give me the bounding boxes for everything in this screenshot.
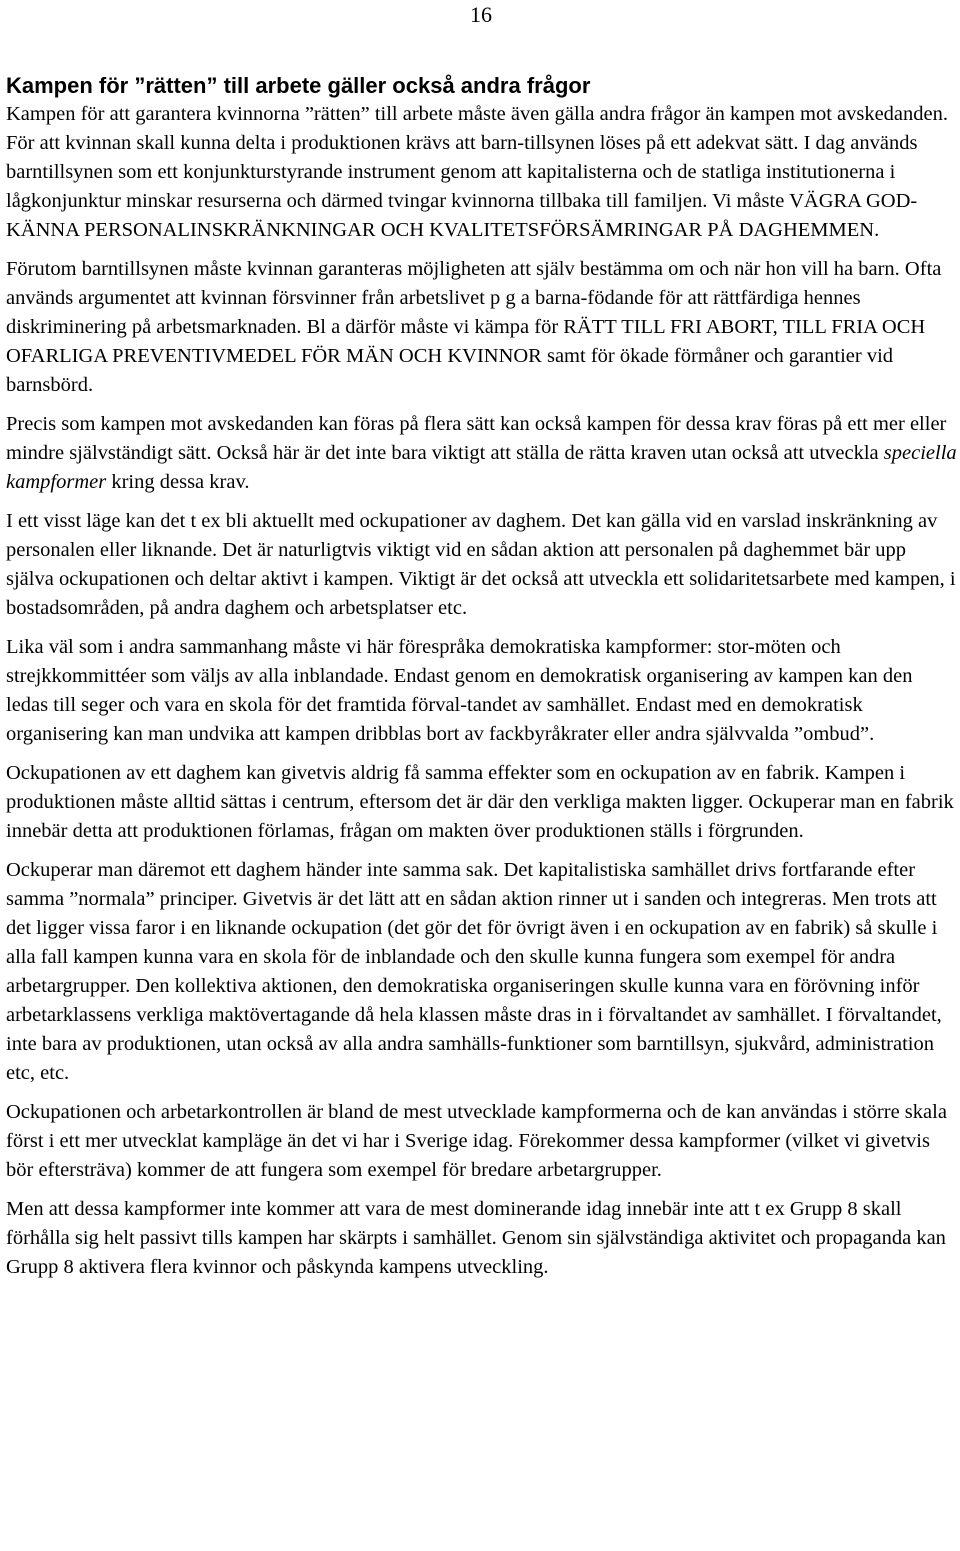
paragraph-5: Lika väl som i andra sammanhang måste vi här förespråka demokratiska kampformer: stor-möten och strejkkommittéer som väljs av alla inblandade. Endast genom en demokratisk organisering av kampen kan den ledas till seger och vara en skola för det framtida förval-tandet av samhället. Endast med en demokratisk organisering kan man undvika att kampen dribblas bort av fackbyråkrater eller andra självvalda ”ombud”.: [6, 636, 913, 745]
paragraph-3-text-after: kring dessa krav.: [106, 471, 250, 493]
page-number: 16: [470, 2, 492, 27]
paragraph-6: Ockupationen av ett daghem kan givetvis aldrig få samma effekter som en ockupation av en fabrik. Kampen i produktionen måste alltid sättas i centrum, eftersom det är där den verkliga makten ligger. Ockuperar man en fabrik innebär detta att produktionen förlamas, frågan om makten över produktionen ställs i förgrunden.: [6, 762, 954, 842]
paragraph-4: I ett visst läge kan det t ex bli aktuellt med ockupationer av daghem. Det kan gälla vid en varslad inskränkning av personalen eller liknande. Det är naturligtvis viktigt vid en sådan aktion att personalen på daghemmet bär upp själva ockupationen och deltar aktivt i kampen. Viktigt är det också att utveckla ett solidaritetsarbete med kampen, i bostadsområden, på andra daghem och arbetsplatser etc.: [6, 510, 956, 619]
paragraph-2: Förutom barntillsynen måste kvinnan garanteras möjligheten att själv bestämma om och när hon vill ha barn. Ofta används argumentet att kvinnan försvinner från arbetslivet p g a barna-födande för att rättfärdiga hennes diskriminering på arbetsmarknaden. Bl a därför måste vi kämpa för RÄTT TILL FRI ABORT, TILL FRIA OCH OFARLIGA PREVENTIVMEDEL FÖR MÄN OCH KVINNOR samt för ökade förmåner och garantier vid barnsbörd.: [6, 258, 942, 396]
section-heading: Kampen för ”rätten” till arbete gäller också andra frågor: [6, 73, 591, 98]
paragraph-3: [6, 410, 958, 497]
paragraph-3-text-before: Precis som kampen mot avskedanden kan föras på flera sätt kan också kampen för dessa krav föras på ett mer eller mindre självständigt sätt. Också här är det inte bara viktigt att ställa de rätta kraven utan också att utveckla: [6, 413, 947, 464]
paragraph-8: Ockupationen och arbetarkontrollen är bland de mest utvecklade kampformerna och de kan användas i större skala först i ett mer utvecklat kampläge än det vi har i Sverige idag. Förekommer dessa kampformer (vilket vi givetvis bör eftersträva) kommer de att fungera som exempel för bredare arbetargrupper.: [6, 1101, 947, 1181]
paragraph-7: Ockuperar man däremot ett daghem händer inte samma sak. Det kapitalistiska samhället drivs fortfarande efter samma ”normala” principer. Givetvis är det lätt att en sådan aktion rinner ut i sanden och integreras. Men trots att det ligger vissa faror i en liknande ockupation (det gör det för övrigt även i en ockupation av en fabrik) så skulle i alla fall kampen kunna vara en skola för de inblandade och den skulle kunna fungera som exempel för andra arbetargrupper. Den kollektiva aktionen, den demokratiska organiseringen skulle kunna vara en förövning inför arbetarklassens verkliga maktövertagande då hela klassen måste dras in i förvaltandet av samhället. I förvaltandet, inte bara av produktionen, utan också av alla andra samhälls-funktioner som barntillsyn, sjukvård, administration etc, etc.: [6, 859, 942, 1084]
paragraph-9: Men att dessa kampformer inte kommer att vara de mest dominerande idag innebär inte att t ex Grupp 8 skall förhålla sig helt passivt tills kampen har skärpts i samhället. Genom sin självständiga aktivitet och propaganda kan Grupp 8 aktivera flera kvinnor och påskynda kampens utveckling.: [6, 1198, 946, 1278]
paragraph-3-italic-phrase: speciella kampformer: [6, 442, 957, 493]
document-body: [6, 72, 958, 1292]
paragraph-1: Kampen för att garantera kvinnorna ”rätten” till arbete måste även gälla andra frågor än kampen mot avskedanden. För att kvinnan skall kunna delta i produktionen krävs att barn-tillsynen löses på ett adekvat sätt. I dag används barntillsynen som ett konjunkturstyrande instrument genom att kapitalisterna och de statliga institutionerna i lågkonjunktur minskar resurserna och därmed tvingar kvinnorna tillbaka till familjen. Vi måste VÄGRA GOD-KÄNNA PERSONALINSKRÄNKNINGAR OCH KVALITETSFÖRSÄMRINGAR PÅ DAGHEMMEN.: [6, 103, 949, 241]
